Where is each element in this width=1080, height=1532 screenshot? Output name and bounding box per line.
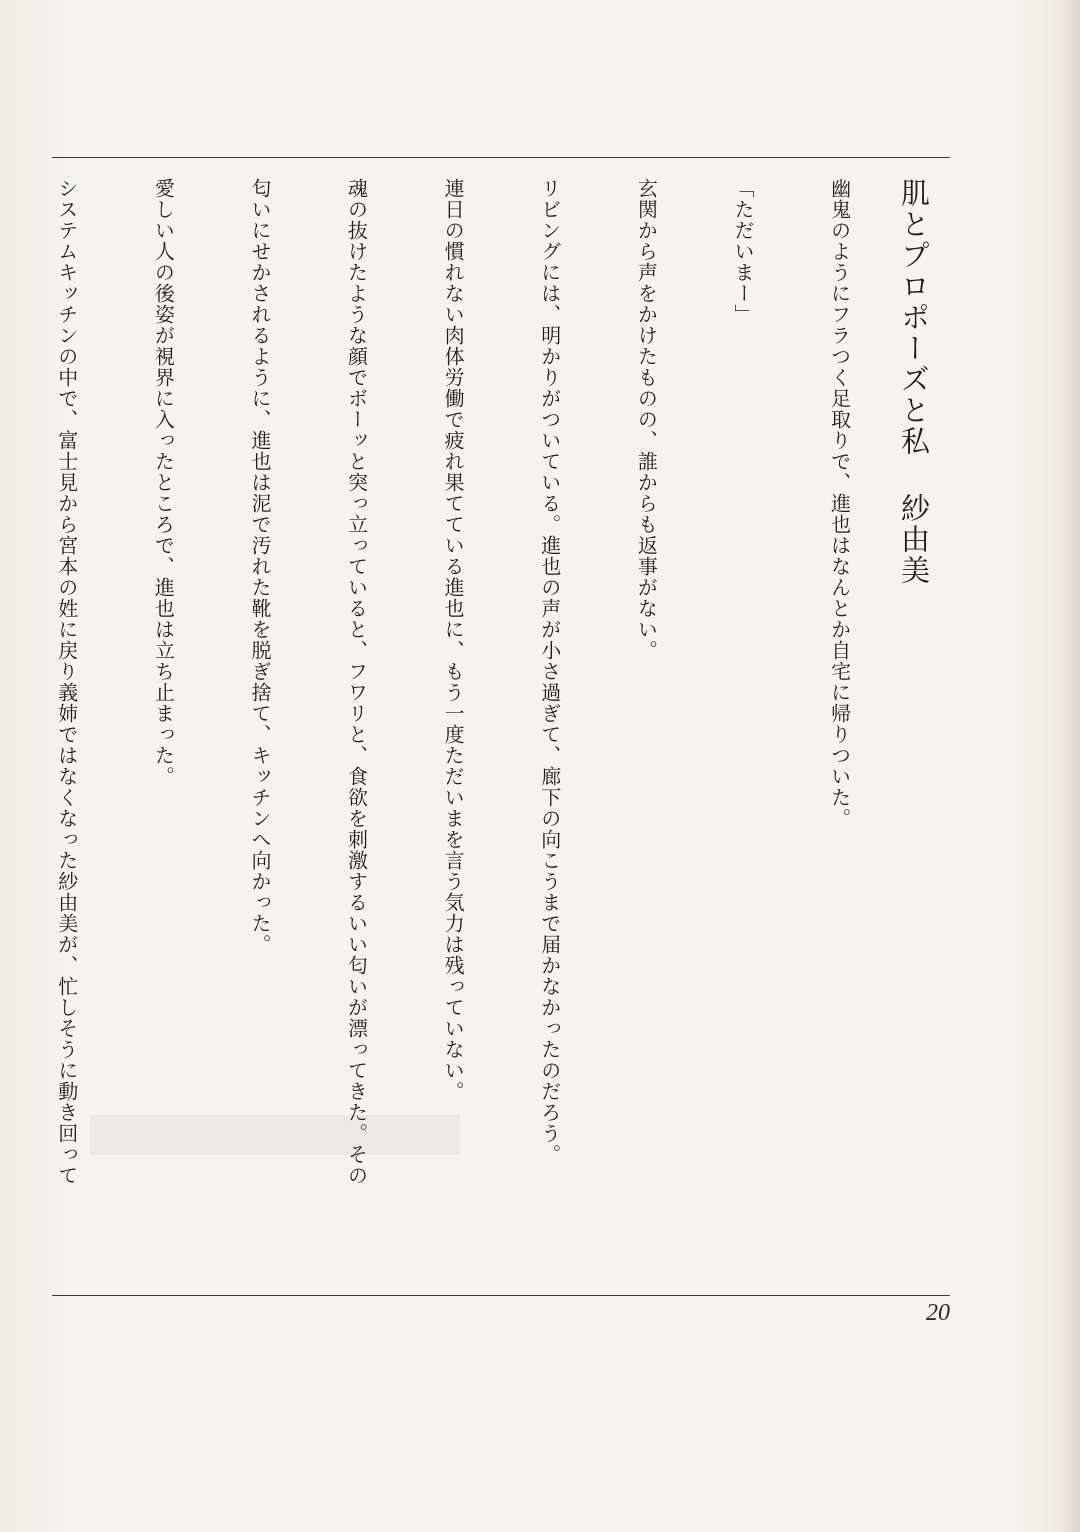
header-rule: [52, 157, 950, 158]
body-line: 愛しい人の後姿が視界に入ったところで、進也は立ち止まった。: [151, 178, 176, 787]
body-line: リビングには、明かりがついている。進也の声が小さ過ぎて、廊下の向こうまで届かなかったのだろう。: [537, 178, 562, 1165]
story-author: 紗由美: [897, 493, 931, 586]
body-line: 魂の抜けたような顔でボーッと突っ立っていると、フワリと、食欲を刺激するいい匂いが漂ってきた。その: [344, 178, 369, 1186]
story-title: 肌とプロポーズと私: [897, 178, 931, 457]
body-line: 「ただいまー」: [730, 178, 755, 325]
binding-shadow: [1062, 0, 1080, 1532]
footer-rule: [52, 1295, 950, 1296]
body-line: 匂いにせかされるように、進也は泥で汚れた靴を脱ぎ捨て、キッチンへ向かった。: [247, 178, 272, 955]
story-body: [0, 178, 920, 1238]
page-number: 20: [926, 1300, 950, 1326]
body-line: 連日の慣れない肉体労働で疲れ果てている進也に、もう一度ただいまを言う気力は残っていない。: [441, 178, 466, 1102]
body-line: 玄関から声をかけたものの、誰からも返事がない。: [634, 178, 659, 661]
body-line: 幽鬼のようにフラつく足取りで、進也はなんとか自宅に帰りついた。: [827, 178, 852, 829]
body-line: システムキッチンの中で、富士見から宮本の姓に戻り義姉ではなくなった紗由美が、忙しそうに動き回って: [54, 178, 79, 1186]
